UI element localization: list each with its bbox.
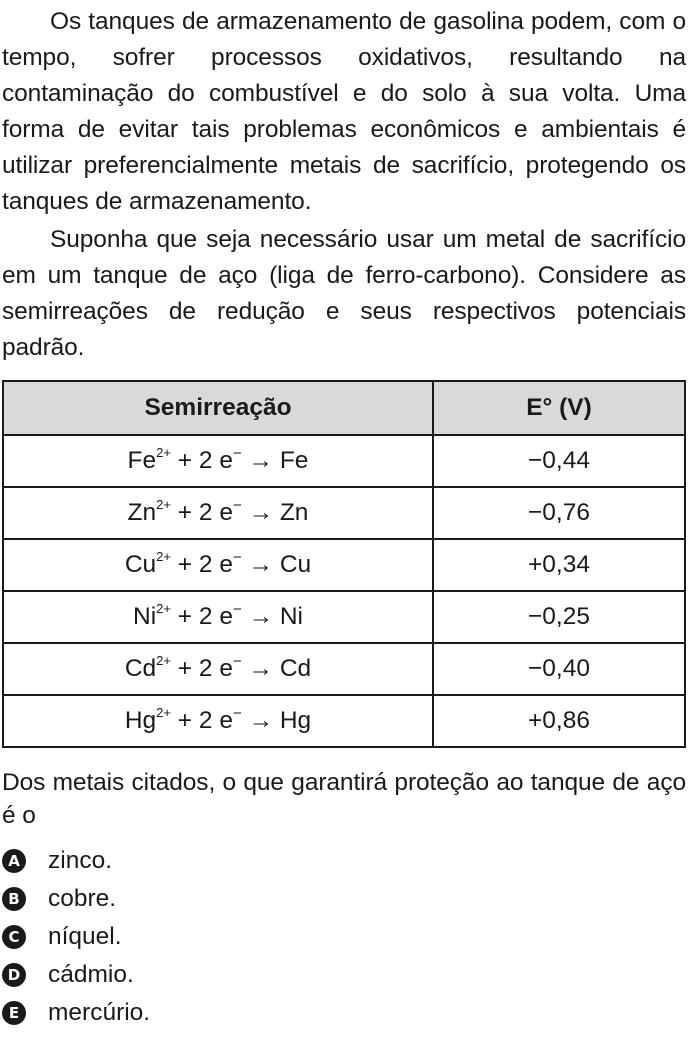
option-e[interactable]: [2, 994, 686, 1032]
product-symbol: Ni: [279, 603, 303, 630]
half-reaction-cell: [3, 435, 433, 487]
product-symbol: Cu: [279, 551, 312, 578]
option-letter-badge: E: [2, 1001, 26, 1025]
reaction-arrow: →: [241, 447, 280, 474]
electron-charge: −: [232, 497, 242, 514]
electron-charge: −: [232, 601, 242, 618]
ion-symbol: Fe: [127, 447, 157, 474]
option-a[interactable]: [2, 842, 686, 880]
ion-symbol: Cu: [124, 551, 157, 578]
electrons: + 2 e: [170, 551, 233, 578]
electrons: + 2 e: [170, 499, 233, 526]
reaction-arrow: →: [241, 499, 280, 526]
context-paragraph-2: Suponha que seja necessário usar um metal de sacrifício em um tanque de aço (liga de ferro-carbono). Considere as semirreações de redução e seus respectivos potenciais padrão.: [2, 226, 686, 361]
potential-cell: −0,25: [433, 591, 685, 643]
electrons: + 2 e: [170, 603, 233, 630]
reaction-arrow: →: [241, 707, 280, 734]
ion-charge: 2+: [156, 653, 171, 668]
electrons: + 2 e: [170, 655, 233, 682]
option-text: zinco.: [48, 847, 113, 874]
half-reaction-cell: [3, 643, 433, 695]
table-header-row: [3, 381, 685, 435]
reaction-arrow: →: [241, 655, 280, 682]
potential-cell: −0,44: [433, 435, 685, 487]
electron-charge: −: [232, 445, 242, 462]
half-reaction-cell: [3, 539, 433, 591]
table-row: [3, 643, 685, 695]
ion-symbol: Ni: [133, 603, 157, 630]
potential-cell: +0,34: [433, 539, 685, 591]
option-text: cádmio.: [48, 961, 134, 988]
reaction-arrow: →: [241, 603, 280, 630]
option-letter-badge: C: [2, 925, 26, 949]
ion-charge: 2+: [156, 549, 171, 564]
potential-cell: −0,76: [433, 487, 685, 539]
table-row: [3, 487, 685, 539]
electrons: + 2 e: [170, 447, 233, 474]
ion-charge: 2+: [156, 497, 171, 512]
option-b[interactable]: [2, 880, 686, 918]
option-c[interactable]: [2, 918, 686, 956]
potential-cell: +0,86: [433, 695, 685, 747]
electron-charge: −: [232, 653, 242, 670]
header-semirreacao: Semirreação: [3, 381, 433, 435]
ion-charge: 2+: [156, 445, 171, 460]
option-text: mercúrio.: [48, 999, 151, 1026]
option-letter-badge: B: [2, 887, 26, 911]
question-stem: Dos metais citados, o que garantirá proteção ao tanque de aço é o: [2, 769, 686, 829]
ion-charge: 2+: [156, 705, 171, 720]
answer-options: [2, 842, 686, 1032]
ion-symbol: Zn: [127, 499, 157, 526]
electron-charge: −: [232, 705, 242, 722]
ion-symbol: Hg: [124, 707, 157, 734]
table-row: [3, 695, 685, 747]
reduction-potentials-table: [2, 380, 686, 748]
header-potential: E° (V): [433, 381, 685, 435]
option-text: níquel.: [48, 923, 122, 950]
reaction-arrow: →: [241, 551, 280, 578]
context-paragraph-1: Os tanques de armazenamento de gasolina podem, com o tempo, sofrer processos oxidativos, resultando na contaminação do combustível e do solo à sua volta. Uma forma de evitar tais problemas econômicos e ambientais é utilizar preferencialmente metais de sacrifício, protegendo os tanques de armazenamento.: [2, 8, 686, 215]
electron-charge: −: [232, 549, 242, 566]
product-symbol: Hg: [279, 707, 312, 734]
option-letter-badge: D: [2, 963, 26, 987]
product-symbol: Cd: [279, 655, 312, 682]
product-symbol: Zn: [279, 499, 309, 526]
table-row: [3, 539, 685, 591]
option-d[interactable]: [2, 956, 686, 994]
table-row: [3, 591, 685, 643]
option-text: cobre.: [48, 885, 117, 912]
table-row: [3, 435, 685, 487]
ion-charge: 2+: [156, 601, 171, 616]
product-symbol: Fe: [279, 447, 309, 474]
potential-cell: −0,40: [433, 643, 685, 695]
half-reaction-cell: [3, 591, 433, 643]
half-reaction-cell: [3, 487, 433, 539]
ion-symbol: Cd: [124, 655, 157, 682]
option-letter-badge: A: [2, 849, 26, 873]
half-reaction-cell: [3, 695, 433, 747]
electrons: + 2 e: [170, 707, 233, 734]
